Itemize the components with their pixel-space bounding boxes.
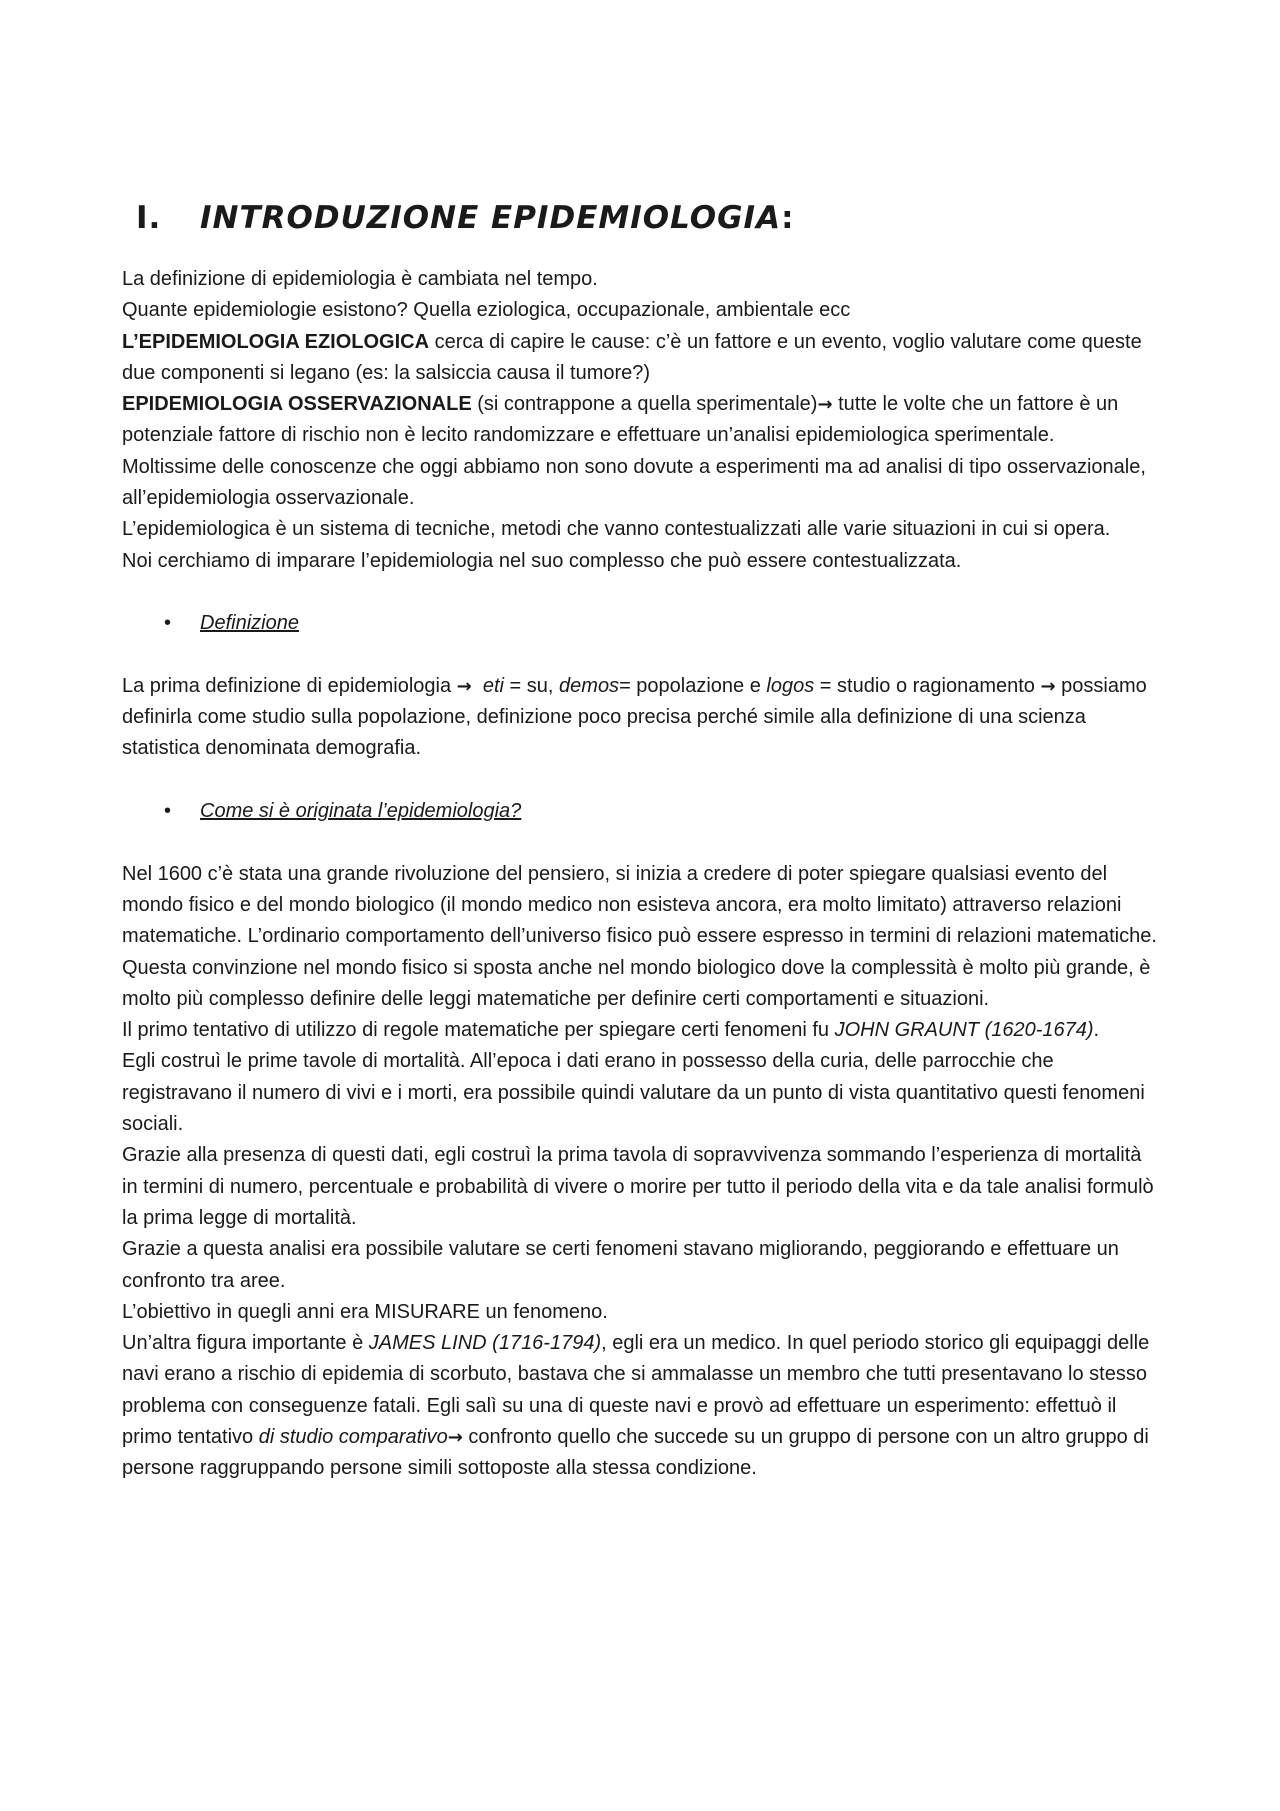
list-item (122, 796, 1162, 827)
bold-term: EPIDEMIOLOGIA OSSERVAZIONALE (122, 393, 472, 416)
paragraph: Un’altra figura importante è JAMES LIND (1716-1794), egli era un medico. In quel periodo storico gli equipaggi delle navi erano a rischio di epidemia di scorbuto, bastava che si ammalasse un membro che tutti presentavano lo stesso problema con conseguenze fatali. Egli salì su una di queste navi e provò ad effettuare un esperimento: effettuò il primo tentativo di studio comparativo→ confronto quello che succede su un gruppo di persone con un altro gruppo di persone raggruppando persone simili sottoposte alla stessa condizione. (122, 1332, 1150, 1480)
section-title-colon: : (781, 200, 795, 236)
paragraph: Quante epidemiologie esistono? Quella eziologica, occupazionale, ambientale ecc (122, 299, 851, 322)
section-heading (136, 200, 795, 236)
paragraph: Noi cerchiamo di imparare l’epidemiologia nel suo complesso che può essere contestualizzata. (122, 549, 962, 572)
paragraph: Questa convinzione nel mondo fisico si sposta anche nel mondo biologico dove la complessità è molto più grande, è molto più complesso definire delle leggi matematiche per definire certi comportamenti e situazioni. (122, 956, 1151, 1010)
paragraph: Moltissime delle conoscenze che oggi abbiamo non sono dovute a esperimenti ma ad analisi di tipo osservazionale, all’epidemiologia osservazionale. (122, 455, 1146, 510)
section-title: INTRODUZIONE EPIDEMIOLOGIA (200, 200, 782, 236)
paragraph: La prima definizione di epidemiologia → eti = su, demos= popolazione e logos = studio o ragionamento → possiamo definirla come studio sulla popolazione, definizione poco precisa perché simile alla definizione di una scienza statistica denominata demografia. (122, 674, 1147, 760)
arrow-icon: → (447, 1426, 463, 1448)
bullet-icon: • (164, 800, 172, 823)
bullet-icon: • (164, 612, 172, 635)
arrow-icon: → (817, 394, 833, 416)
paragraph: Nel 1600 c’è stata una grande rivoluzione del pensiero, si inizia a credere di poter spiegare qualsiasi evento del mondo fisico e del mondo biologico (il mondo medico non esisteva ancora, era molto limitato) attraverso relazioni matematiche. L’ordinario comportamento dell’universo fisico può essere espresso in termini di relazioni matematiche. (122, 862, 1157, 948)
paragraph: Grazie alla presenza di questi dati, egli costruì la prima tavola di sopravvivenza sommando l’esperienza di mortalità in termini di numero, percentuale e probabilità di vivere o morire per tutto il periodo della vita e da tale analisi formulò la prima legge di mortalità. (122, 1144, 1154, 1229)
paragraph: EPIDEMIOLOGIA OSSERVAZIONALE (si contrappone a quella sperimentale)→ tutte le volte che un fattore è un potenziale fattore di rischio non è lecito randomizzare e effettuare un’analisi epidemiologica sperimentale. (122, 393, 1119, 447)
bold-term: L’EPIDEMIOLOGIA EZIOLOGICA (122, 330, 430, 353)
paragraph: La definizione di epidemiologia è cambiata nel tempo. (122, 268, 598, 290)
list-item (122, 608, 1162, 639)
paragraph: L’epidemiologica è un sistema di tecniche, metodi che vanno contestualizzati alle varie situazioni in cui si opera. (122, 518, 1111, 541)
paragraph: Egli costruì le prime tavole di mortalità. All’epoca i dati erano in possesso della curia, delle parrocchie che registravano il numero di vivi e i morti, era possibile quindi valutare da un punto di vista quantitativo questi fenomeni sociali. (122, 1050, 1145, 1136)
paragraph: L’EPIDEMIOLOGIA EZIOLOGICA cerca di capire le cause: c’è un fattore e un evento, voglio valutare come queste due componenti si legano (es: la salsiccia causa il tumore?) (122, 330, 1142, 384)
paragraph: Il primo tentativo di utilizzo di regole matematiche per spiegare certi fenomeni fu JOHN GRAUNT (1620-1674). (122, 1019, 1100, 1042)
bullet-label: Definizione (200, 612, 299, 635)
paragraph: L’obiettivo in quegli anni era MISURARE un fenomeno. (122, 1300, 608, 1323)
arrow-icon: → (1040, 675, 1056, 697)
document-body (122, 264, 1162, 1485)
bullet-label: Come si è originata l’epidemiologia? (200, 800, 522, 823)
paragraph: Grazie a questa analisi era possibile valutare se certi fenomeni stavano migliorando, peggiorando e effettuare un confronto tra aree. (122, 1238, 1119, 1292)
person-name: JAMES LIND (1716-1794) (368, 1332, 602, 1355)
section-number: I. (136, 200, 162, 236)
arrow-icon: → (456, 675, 472, 697)
person-name: JOHN GRAUNT (1620-1674) (834, 1019, 1094, 1042)
